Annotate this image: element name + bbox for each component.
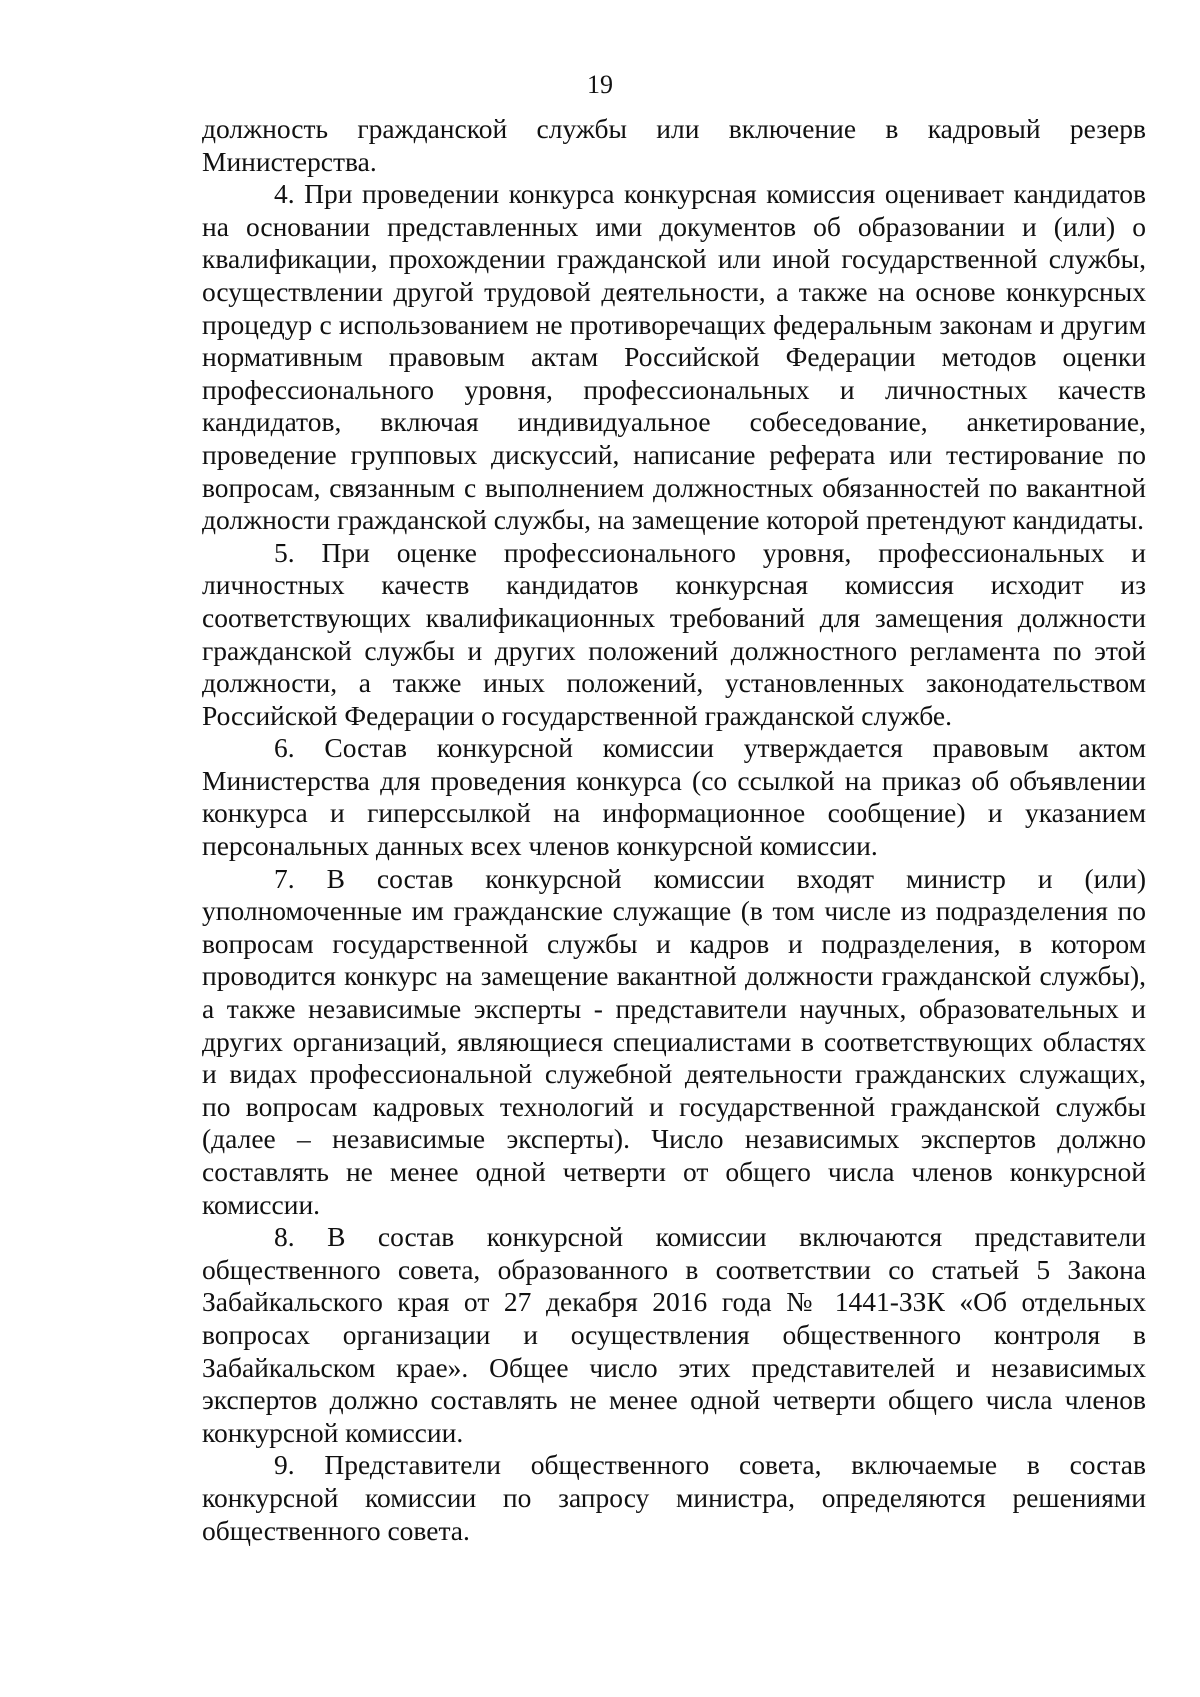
paragraph-continuation: должность гражданской службы или включение в кадровый резерв Министерства. [202,113,1146,177]
paragraph-item-8: 8. В состав конкурсной комиссии включаются представители общественного совета, образованного в соответствии со статьей 5 Закона Забайкальского края от 27 декабря 2016 года № 1441-ЗЗК «Об отдельных вопросах организации и осуществления общественного контроля в Забайкальском крае». Общее число этих представителей и независимых экспертов должно составлять не менее одной четверти общего числа членов конкурсной комиссии. [202,1221,1146,1448]
paragraph-item-5: 5. При оценке профессионального уровня, профессиональных и личностных качеств кандидатов конкурсная комиссия исходит из соответствующих квалификационных требований для замещения должности гражданской службы и других положений должностного регламента по этой должности, а также иных положений, установленных законодательством Российской Федерации о государственной гражданской службе. [202,536,1146,731]
paragraph-item-7: 7. В состав конкурсной комиссии входят министр и (или) уполномоченные им гражданские служащие (в том числе из подразделения по вопросам государственной службы и кадров и подразделения, в котором проводится конкурс на замещение вакантной должности гражданской службы), а также независимые эксперты - представители научных, образовательных и других организаций, являющиеся специалистами в соответствующих областях и видах профессиональной служебной деятельности гражданских служащих, по вопросам кадровых технологий и государственной гражданской службы (далее – независимые эксперты). Число независимых экспертов должно составлять не менее одной четверти от общего числа членов конкурсной комиссии. [202,862,1146,1220]
paragraph-item-6: 6. Состав конкурсной комиссии утверждается правовым актом Министерства для проведения конкурса (со ссылкой на приказ об объявлении конкурса и гиперссылкой на информационное сообщение) и указанием персональных данных всех членов конкурсной комиссии. [202,732,1146,862]
paragraph-item-9: 9. Представители общественного совета, включаемые в состав конкурсной комиссии по запросу министра, определяются решениями общественного совета. [202,1449,1146,1546]
page-number: 19 [587,70,613,99]
document-body [202,113,1146,1547]
paragraph-item-4: 4. При проведении конкурса конкурсная комиссия оценивает кандидатов на основании представленных ими документов об образовании и (или) о квалификации, прохождении гражданской или иной государственной службы, осуществлении другой трудовой деятельности, а также на основе конкурсных процедур с использованием не противоречащих федеральным законам и другим нормативным правовым актам Российской Федерации методов оценки профессионального уровня, профессиональных и личностных качеств кандидатов, включая индивидуальное собеседование, анкетирование, проведение групповых дискуссий, написание реферата или тестирование по вопросам, связанным с выполнением должностных обязанностей по вакантной должности гражданской службы, на замещение которой претендуют кандидаты. [202,178,1146,536]
